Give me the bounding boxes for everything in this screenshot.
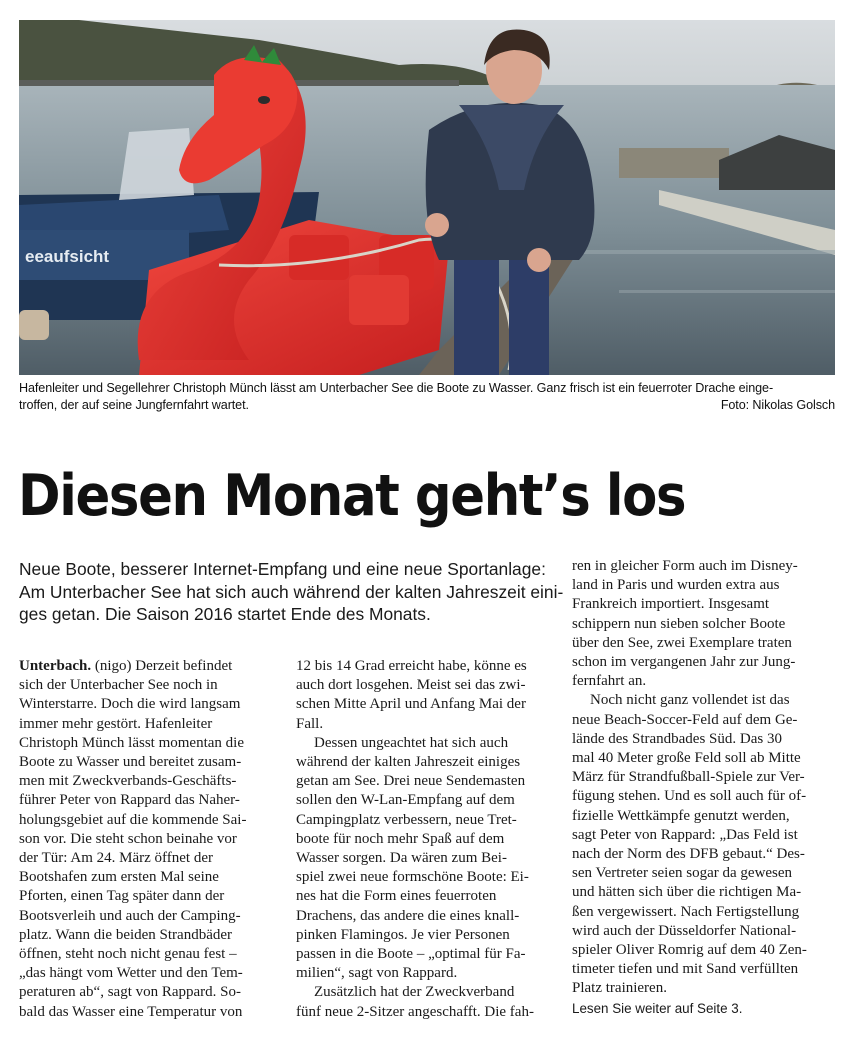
article-column-2: [296, 657, 558, 1022]
body-line: Campingplatz verbessern, neue Tret-: [296, 811, 517, 828]
headline: Diesen Monat geht’s los: [18, 463, 686, 529]
body-line: Pforten, einen Tag später dann der: [19, 888, 225, 905]
boat-label: eeaufsicht: [25, 247, 110, 266]
body-line: Frankreich importiert. Insgesamt: [572, 596, 770, 613]
body-line: mal 40 Meter große Feld soll ab Mitte: [572, 750, 801, 767]
body-line: fügung stehen. Und es soll auch für of-: [572, 788, 807, 805]
body-line: timeter tiefen und mit Sand verfüllten: [572, 961, 799, 978]
body-line: pinken Flamingos. Je vier Personen: [296, 926, 510, 943]
body-line: holungsgebiet auf die kommende Sai-: [19, 811, 247, 828]
body-line: sen Vertreter seien sogar da gewesen: [572, 865, 793, 882]
body-line: Drachens, das andere die eines knall-: [296, 907, 520, 924]
body-line: ren in gleicher Form auch im Disney-: [572, 558, 798, 574]
caption-credit-row: [19, 397, 835, 414]
body-line: sich der Unterbacher See noch in: [19, 677, 218, 694]
body-line: ßen vergewissert. Nach Fertigstellung: [572, 903, 800, 920]
photo-caption: [19, 380, 835, 414]
body-line: fizielle Wettkämpfe genutzt werden,: [572, 807, 790, 824]
body-line: bald das Wasser eine Temperatur von: [19, 1003, 243, 1020]
body-line: peraturen ab“, sagt von Rappard. So-: [19, 984, 242, 1001]
body-line: passen in die Boote – „optimal für Fa-: [296, 946, 526, 963]
body-line: „das hängt vom Wetter und den Tem-: [19, 965, 243, 982]
caption-line: Hafenleiter und Segellehrer Christoph Münch lässt am Unterbacher See die Boote zu Wasser. Ganz frisch ist ein feuerroter Drache einge-: [19, 381, 774, 395]
body-line: Wasser sorgen. Da wären zum Bei-: [296, 850, 507, 867]
body-line: Boote zu Wasser und bereitet zusam-: [19, 754, 242, 771]
body-line: März für Strandfußball-Spiele zur Ver-: [572, 769, 805, 786]
body-line: son vor. Die steht schon beinahe vor: [19, 830, 237, 847]
lead-line: Neue Boote, besserer Internet-Empfang und eine neue Sportanlage:: [19, 559, 546, 579]
body-line: während der kalten Jahreszeit einiges: [296, 754, 521, 771]
body-line: Christoph Münch lässt momentan die: [19, 734, 244, 751]
dateline: Unterbach.: [19, 658, 92, 674]
body-line: 12 bis 14 Grad erreicht habe, könne es: [296, 658, 527, 674]
body-line: platz. Wann die beiden Strandbäder: [19, 926, 233, 943]
continued-reference: Lesen Sie weiter auf Seite 3.: [572, 1000, 743, 1016]
body-line: Winterstarre. Doch die wird langsam: [19, 696, 241, 713]
body-line: sollen den W-Lan-Empfang auf dem: [296, 792, 515, 809]
body-line: führer Peter von Rappard das Naher-: [19, 792, 240, 809]
body-line: fünf neue 2-Sitzer angeschafft. Die fah-: [296, 1003, 534, 1020]
body-line: und hätten sich über die richtigen Ma-: [572, 884, 802, 901]
body-line: nach der Norm des DFB gebaut.“ Des-: [572, 846, 805, 863]
body-line: land in Paris und wurden extra aus: [572, 577, 780, 594]
article-photo: [19, 20, 835, 375]
body-line: schen Mitte April und Anfang Mai der: [296, 696, 526, 713]
photo-credit: Foto: Nikolas Golsch: [720, 398, 835, 412]
body-line: fernfahrt an.: [572, 673, 647, 690]
body-line: getan am See. Drei neue Sendemasten: [296, 773, 526, 790]
body-line: milien“, sagt von Rappard.: [296, 965, 458, 982]
body-line: Bootshafen zum ersten Mal seine: [19, 869, 219, 886]
body-line: Noch nicht ganz vollendet ist das: [590, 692, 790, 709]
body-line: öffnen, steht noch nicht genau fest –: [19, 946, 237, 963]
body-line: spieler Oliver Romrig auf dem 40 Zen-: [572, 942, 807, 959]
body-line: der Tür: Am 24. März öffnet der: [19, 850, 213, 867]
body-line: sagt Peter von Rappard: „Das Feld ist: [572, 826, 798, 843]
body-line: men mit Zweckverbands-Geschäfts-: [19, 773, 237, 790]
body-line: lände des Strandbades Süd. Das 30: [572, 730, 782, 747]
body-line: immer mehr gestört. Hafenleiter: [19, 715, 213, 732]
body-line: Bootsverleih und auch der Camping-: [19, 907, 241, 924]
body-line: nes hat die Form eines feuerroten: [296, 888, 497, 905]
body-line: neue Beach-Soccer-Feld auf dem Ge-: [572, 711, 798, 728]
body-line: über den See, zwei Exemplare traten: [572, 634, 792, 651]
article-column-3: [572, 557, 834, 1018]
caption-line: troffen, der auf seine Jungfernfahrt wartet.: [19, 398, 249, 412]
body-line: auch dort losgehen. Meist sei das zwi-: [296, 677, 526, 694]
lead-line: ges getan. Die Saison 2016 startet Ende des Monats.: [19, 604, 431, 624]
body-line: schon im vergangenen Jahr zur Jung-: [572, 654, 796, 671]
body-line: wird auch der Düsseldorfer National-: [572, 922, 797, 939]
body-line: Platz trainieren.: [572, 980, 667, 997]
lead-line: Am Unterbacher See hat sich auch während der kalten Jahreszeit eini-: [19, 581, 564, 602]
body-line: schippern nun sieben solcher Boote: [572, 615, 786, 632]
article-column-1: [19, 657, 281, 1022]
body-line: Dessen ungeachtet hat sich auch: [314, 734, 509, 751]
harbor-dragon-boat-image: [19, 20, 835, 375]
body-line: Fall.: [296, 715, 324, 732]
lead-paragraph: [19, 558, 564, 626]
body-line: [19, 657, 281, 676]
body-line: Zusätzlich hat der Zweckverband: [314, 984, 515, 1001]
body-text: (nigo) Derzeit befindet: [91, 658, 233, 674]
body-line: spiel zwei neue formschöne Boote: Ei-: [296, 869, 529, 886]
body-line: boote für noch mehr Spaß auf dem: [296, 830, 505, 847]
